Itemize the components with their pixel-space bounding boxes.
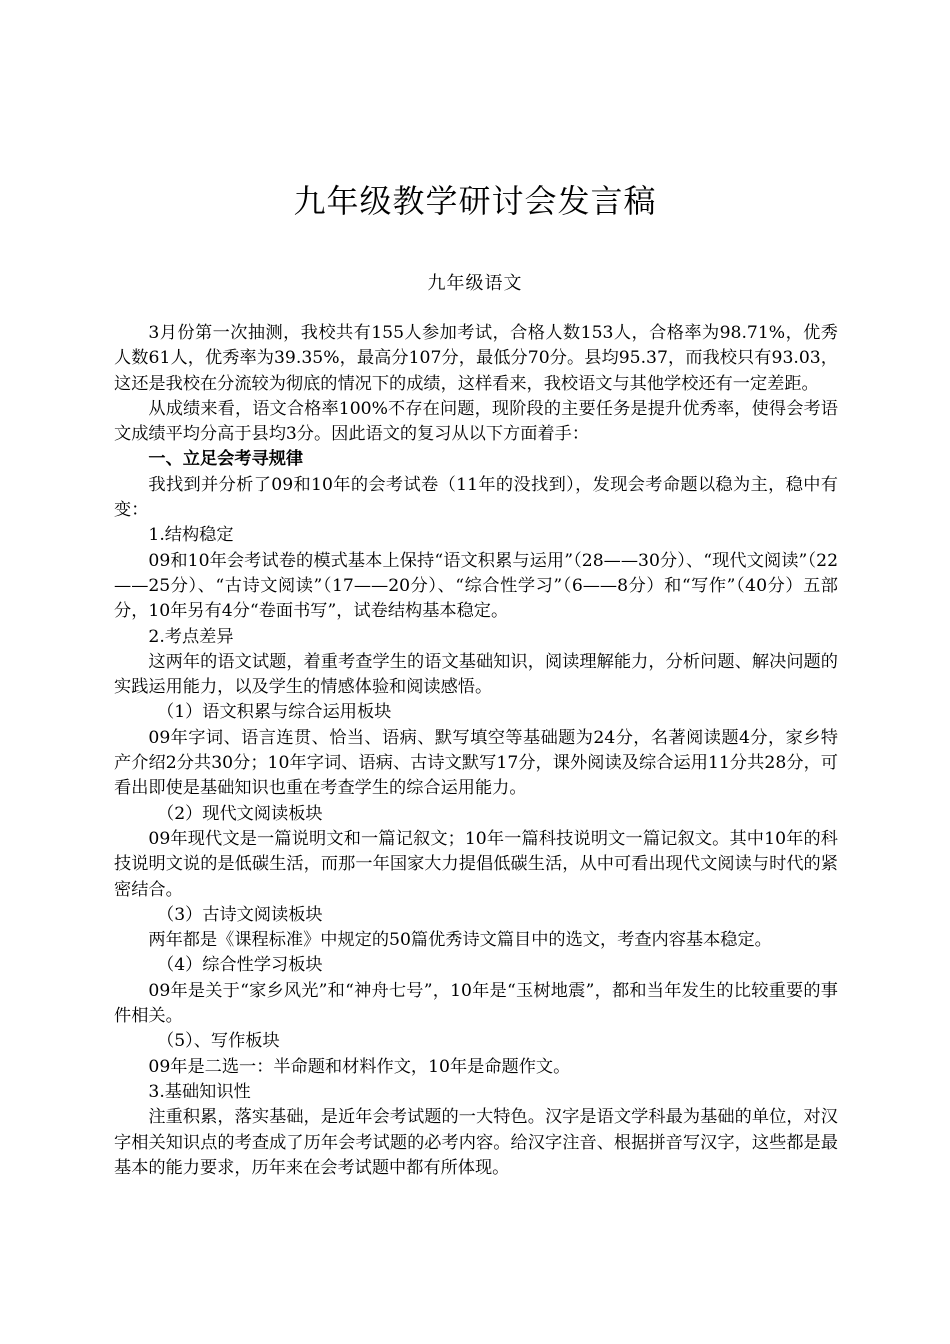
- paragraph: 从成绩来看，语文合格率100%不存在问题，现阶段的主要任务是提升优秀率，使得会考语文成绩平均分高于县均3分。因此语文的复习从以下方面着手：: [114, 398, 838, 445]
- paragraph: 09年现代文是一篇说明文和一篇记叙文；10年一篇科技说明文一篇记叙文。其中10年的科技说明文说的是低碳生活，而那一年国家大力提倡低碳生活，从中可看出现代文阅读与时代的紧密结合。: [114, 828, 838, 900]
- subsection-heading: 1.结构稳定: [148, 525, 234, 546]
- subsection-heading: 3.基础知识性: [148, 1081, 251, 1102]
- document-title: 九年级教学研讨会发言稿: [293, 182, 657, 220]
- document-body: [114, 321, 838, 1181]
- block-heading: （1）语文积累与综合运用板块: [157, 702, 392, 723]
- paragraph: 这两年的语文试题，着重考查学生的语文基础知识，阅读理解能力，分析问题、解决问题的实践运用能力，以及学生的情感体验和阅读感悟。: [114, 651, 838, 698]
- subsection-heading: 2.考点差异: [148, 626, 234, 647]
- paragraph: 3月份第一次抽测，我校共有155人参加考试，合格人数153人，合格率为98.71%，优秀人数61人，优秀率为39.35%，最高分107分，最低分70分。县均95.37，而我校只有93.03，这还是我校在分流较为彻底的情况下的成绩，这样看来，我校语文与其他学校还有一定差距。: [114, 323, 838, 394]
- block-heading: （4）综合性学习板块: [157, 955, 323, 976]
- paragraph: 09年字词、语言连贯、恰当、语病、默写填空等基础题为24分，名著阅读题4分，家乡特产介绍2分共30分；10年字词、语病、古诗文默写17分，课外阅读及综合运用11分共28分，可看出即使是基础知识也重在考查学生的综合运用能力。: [114, 727, 838, 799]
- paragraph: 我找到并分析了09和10年的会考试卷（11年的没找到），发现会考命题以稳为主，稳中有变：: [114, 474, 838, 521]
- paragraph: 两年都是《课程标准》中规定的50篇优秀诗文篇目中的选文，考查内容基本稳定。: [148, 930, 772, 951]
- paragraph: 注重积累，落实基础，是近年会考试题的一大特色。汉字是语文学科最为基础的单位，对汉字相关知识点的考查成了历年会考试题的必考内容。给汉字注音、根据拼音写汉字，这些都是最基本的能力要求，历年来在会考试题中都有所体现。: [114, 1107, 838, 1178]
- paragraph: 09年是二选一：半命题和材料作文，10年是命题作文。: [148, 1056, 571, 1077]
- section-heading: 一、立足会考寻规律: [148, 449, 304, 470]
- block-heading: （5）、写作板块: [157, 1031, 280, 1052]
- block-heading: （3）古诗文阅读板块: [157, 904, 323, 925]
- paragraph: 09和10年会考试卷的模式基本上保持“语文积累与运用”（28——30分）、“现代文阅读”（22——25分）、“古诗文阅读”（17——20分）、“综合性学习”（6——8分）和“写作”（40分）五部分，10年另有4分“卷面书写”，试卷结构基本稳定。: [114, 550, 838, 622]
- document-subtitle: 九年级语文: [427, 273, 523, 294]
- block-heading: （2）现代文阅读板块: [157, 803, 323, 824]
- paragraph: 09年是关于“家乡风光”和“神舟七号”，10年是“玉树地震”，都和当年发生的比较重要的事件相关。: [114, 980, 838, 1027]
